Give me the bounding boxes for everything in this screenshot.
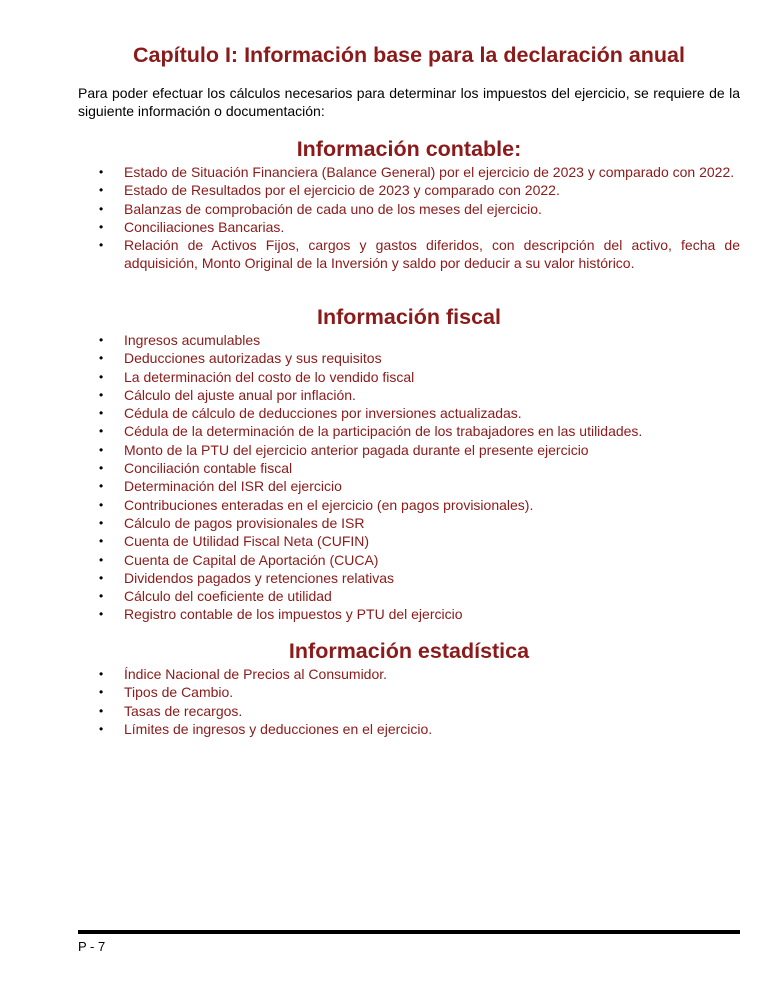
- list-item: • Registro contable de los impuestos y PTU del ejercicio: [78, 605, 740, 623]
- list-item: • Cédula de cálculo de deducciones por inversiones actualizadas.: [78, 404, 740, 422]
- list-item: • Índice Nacional de Precios al Consumidor.: [78, 665, 740, 683]
- section-title-fiscal: Información fiscal: [317, 305, 501, 329]
- list-item: • Dividendos pagados y retenciones relativas: [78, 569, 740, 587]
- intro-paragraph: Para poder efectuar los cálculos necesarios para determinar los impuestos del ejercicio, se requiere de la siguiente información o documentación:: [78, 85, 740, 119]
- list-item: • Balanzas de comprobación de cada uno de los meses del ejercicio.: [78, 200, 740, 218]
- list-item: • Ingresos acumulables: [78, 331, 740, 349]
- list-item: • Cálculo del coeficiente de utilidad: [78, 587, 740, 605]
- list-item: • Tipos de Cambio.: [78, 683, 740, 701]
- chapter-title: Capítulo I: Información base para la declaración anual: [133, 43, 685, 67]
- list-item: • Estado de Situación Financiera (Balance General) por el ejercicio de 2023 y comparado con 2022.: [78, 163, 740, 181]
- list-item: • Monto de la PTU del ejercicio anterior pagada durante el presente ejercicio: [78, 441, 740, 459]
- list-item: • Cuenta de Capital de Aportación (CUCA): [78, 551, 740, 569]
- footer-rule: [78, 930, 740, 934]
- list-estadistica: [78, 665, 740, 738]
- list-item: • Estado de Resultados por el ejercicio de 2023 y comparado con 2022.: [78, 181, 740, 199]
- page-number: P - 7: [78, 939, 106, 954]
- list-item: • Relación de Activos Fijos, cargos y gastos diferidos, con descripción del activo, fecha de adquisición, Monto Original de la Inversión y saldo por deducir a su valor histórico.: [78, 236, 740, 273]
- list-item: • Conciliación contable fiscal: [78, 459, 740, 477]
- list-item: • Contribuciones enteradas en el ejercicio (en pagos provisionales).: [78, 496, 740, 514]
- list-item: • Cálculo de pagos provisionales de ISR: [78, 514, 740, 532]
- section-title-estadistica: Información estadística: [288, 639, 530, 663]
- list-item: • Cuenta de Utilidad Fiscal Neta (CUFIN): [78, 532, 740, 550]
- list-item: • Conciliaciones Bancarias.: [78, 218, 740, 236]
- list-fiscal: [78, 331, 740, 624]
- section-title-contable: Información contable:: [296, 137, 522, 161]
- list-item: • Tasas de recargos.: [78, 702, 740, 720]
- list-item: • Límites de ingresos y deducciones en el ejercicio.: [78, 720, 740, 738]
- list-item: • Determinación del ISR del ejercicio: [78, 477, 740, 495]
- list-item: • La determinación del costo de lo vendido fiscal: [78, 368, 740, 386]
- list-item: • Cédula de la determinación de la participación de los trabajadores en las utilidades.: [78, 422, 740, 440]
- list-contable: [78, 163, 740, 273]
- list-item: • Cálculo del ajuste anual por inflación.: [78, 386, 740, 404]
- list-item: • Deducciones autorizadas y sus requisitos: [78, 349, 740, 367]
